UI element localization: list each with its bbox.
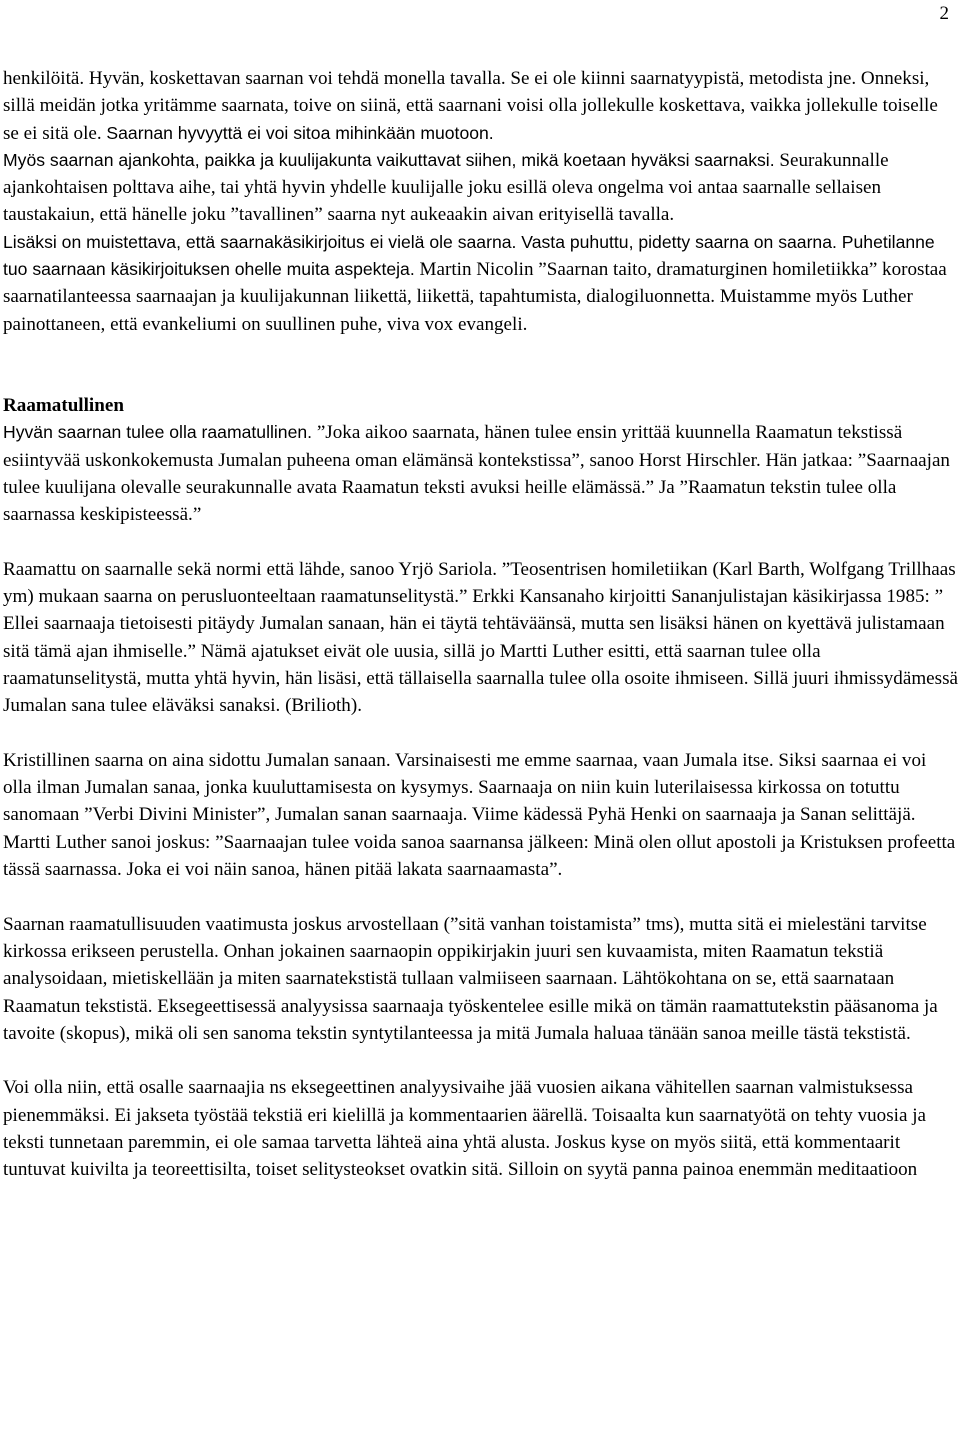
text-segment: ”Joka aikoo saarnata, hänen tulee ensin yrittää kuunnella Raamatun tekstissä esiintyvää uskonkokemusta Jumalan puheena oman elämänsä kontekstissa”, sanoo Horst Hirschler. Hän jatkaa: ”Saarnaajan tulee kuulijana olevalle seurakunnalle avata Raamatun teksti avuksi heille elämässä.” Ja ”Raamatun tekstin tulee olla saarnassa keskipisteessä.” [3, 422, 950, 526]
paragraph-manuscript [3, 229, 958, 338]
paragraph-christian-sermon [3, 747, 958, 829]
text-segment: Saarnan hyvyyttä ei voi sitoa mihinkään muotoon. [106, 122, 494, 143]
text-segment: Kristillinen saarna on aina sidottu Jumalan sanaan. Varsinaisesti me emme saarnaa, vaan Jumala itse. Siksi saarnaa ei voi olla ilman Jumalan sanaa, jonka kuuluttamisesta on kysymys. Saarnaaja on niin kuin luterilaisessa kirkossa on totuttu sanomaan ”Verbi Divini Minister”, Jumalan sanan saarnaaja. Viime kädessä Pyhä Henki on saarnaaja ja Sanan selittäjä. [3, 749, 927, 826]
text-segment: Voi olla niin, että osalle saarnaajia ns eksegeettinen analyysivaihe jää vuosien aikana vähitellen saarnan valmistuksessa pienemmäksi. Ei jakseta työstää tekstiä eri kielillä ja kommentaarien äärellä. Toisaalta kun saarnatyötä on tehty vuosia ja teksti tunnetaan paremmin, ei ole samaa tarvetta lähteä aina yhtä alusta. Joskus kyse on myös siitä, että kommentaarit tuntuvat kuivilta ja teoreettisilta, toiset selitysteokset ovatkin sitä. Silloin on syytä panna painoa enemmän meditaatioon [3, 1077, 926, 1181]
paragraph-sariola [3, 556, 958, 720]
text-segment: Lisäksi on muistettava, että saarnakäsikirjoitus ei vielä ole saarna. Vasta puhuttu, pidetty saarna on saarna. Puhetilanne tuo saarnaan käsikirjoituksen ohelle muita aspekteja. [3, 231, 935, 280]
text-segment: Martti Luther sanoi joskus: ”Saarnaajan tulee voida sanoa saarnansa jälkeen: Minä olen ollut apostoli ja Kristuksen profeetta tässä saarnassa. Joka ei voi näin sanoa, hänen pitää lakata saarnaamasta”. [3, 831, 956, 881]
paragraph-spacer [3, 883, 958, 910]
section-heading [3, 392, 958, 419]
text-segment: Myös saarnan ajankohta, paikka ja kuulijakunta vaikuttavat siihen, mikä koetaan hyväksi saarnaksi. [3, 149, 775, 170]
paragraph-luther-quote [3, 829, 958, 884]
page-number: 2 [939, 3, 949, 24]
text-segment: Raamattu on saarnalle sekä normi että lähde, sanoo Yrjö Sariola. ”Teosentrisen homiletiikan (Karl Barth, Wolfgang Trillhaas ym) mukaan saarna on perusluonteeltaan raamatunselitystä.” Erkki Kansanaho kirjoitti Sananjulistajan käsikirjassa 1985: ” Ellei saarnaaja tietoisesti pitäydy Jumalan sanaan, hän ei täytä tehtäväänsä, mutta sen lisäksi hänen on kyettävä julistamaan sitä tämä ajan ihmiselle.” Nämä ajatukset eivät ole uusia, sillä jo Martti Luther esitti, että saarnan tulee olla raamatunselitystä, mutta yhtä hyvin, hän lisäsi, että tällaisella saarnalla tulee olla osoite ihmiseen. Sillä juuri ihmissydämessä Jumalan sana tulee eläväksi sanaksi. (Brilioth). [3, 558, 958, 717]
paragraph-spacer [3, 720, 958, 747]
paragraph-exegesis [3, 1074, 958, 1183]
paragraph-intro-continued [3, 65, 958, 147]
text-segment: henkilöitä. Hyvän, koskettavan saarnan voi tehdä monella tavalla. Se ei ole kiinni saarnatyypistä, metodista jne. Onneksi, sillä meidän jotka yritämme saarnata, toive on siinä, että saarnani voisi olla jollekulle koskettava, vaikka jollekulle toiselle se ei sitä ole. [3, 68, 938, 144]
section-spacer [3, 338, 958, 392]
paragraph-timing-place [3, 147, 958, 229]
paragraph-spacer [3, 528, 958, 555]
document-body [3, 65, 958, 1184]
paragraph-biblical [3, 419, 958, 528]
text-segment: Hyvän saarnan tulee olla raamatullinen. [3, 422, 313, 443]
paragraph-criticism [3, 911, 958, 1047]
text-segment: Seurakunnalle ajankohtaisen polttava aihe, tai yhtä hyvin yhdelle kuulijalle joku esillä oleva ongelma voi antaa saarnalle sellaisen taustakaiun, että hänelle joku ”tavallinen” saarna nyt aukeaakin aivan erityisellä tavalla. [3, 149, 889, 226]
text-segment: Martin Nicolin ”Saarnan taito, dramaturginen homiletiikka” korostaa saarnatilanteessa saarnaajan ja kuulijakunnan liikettä, liikettä, tapahtumista, dialogiluonnetta. Muistamme myös Luther painottaneen, että evankeliumi on suullinen puhe, viva vox evangeli. [3, 259, 947, 335]
text-segment: Saarnan raamatullisuuden vaatimusta joskus arvostellaan (”sitä vanhan toistamista” tms), mutta sitä ei mielestäni tarvitse kirkossa erikseen perustella. Onhan jokainen saarnaopin oppikirjakin juuri sen kuvaamista, miten Raamatun tekstiä analysoidaan, mietiskellään ja miten saarnatekstistä tullaan valmiiseen saarnaan. Lähtökohtana on se, että saarnataan Raamatun tekstistä. Eksegeettisessä analyysissa saarnaaja työskentelee esille mikä on tämän raamattutekstin pääsanoma ja tavoite (skopus), mikä oli sen sanoma tekstin syntytilanteessa ja mitä Jumala haluaa tänään sanoa meille tästä tekstistä. [3, 913, 938, 1044]
heading-text: Raamatullinen [3, 394, 124, 416]
paragraph-spacer [3, 1047, 958, 1074]
